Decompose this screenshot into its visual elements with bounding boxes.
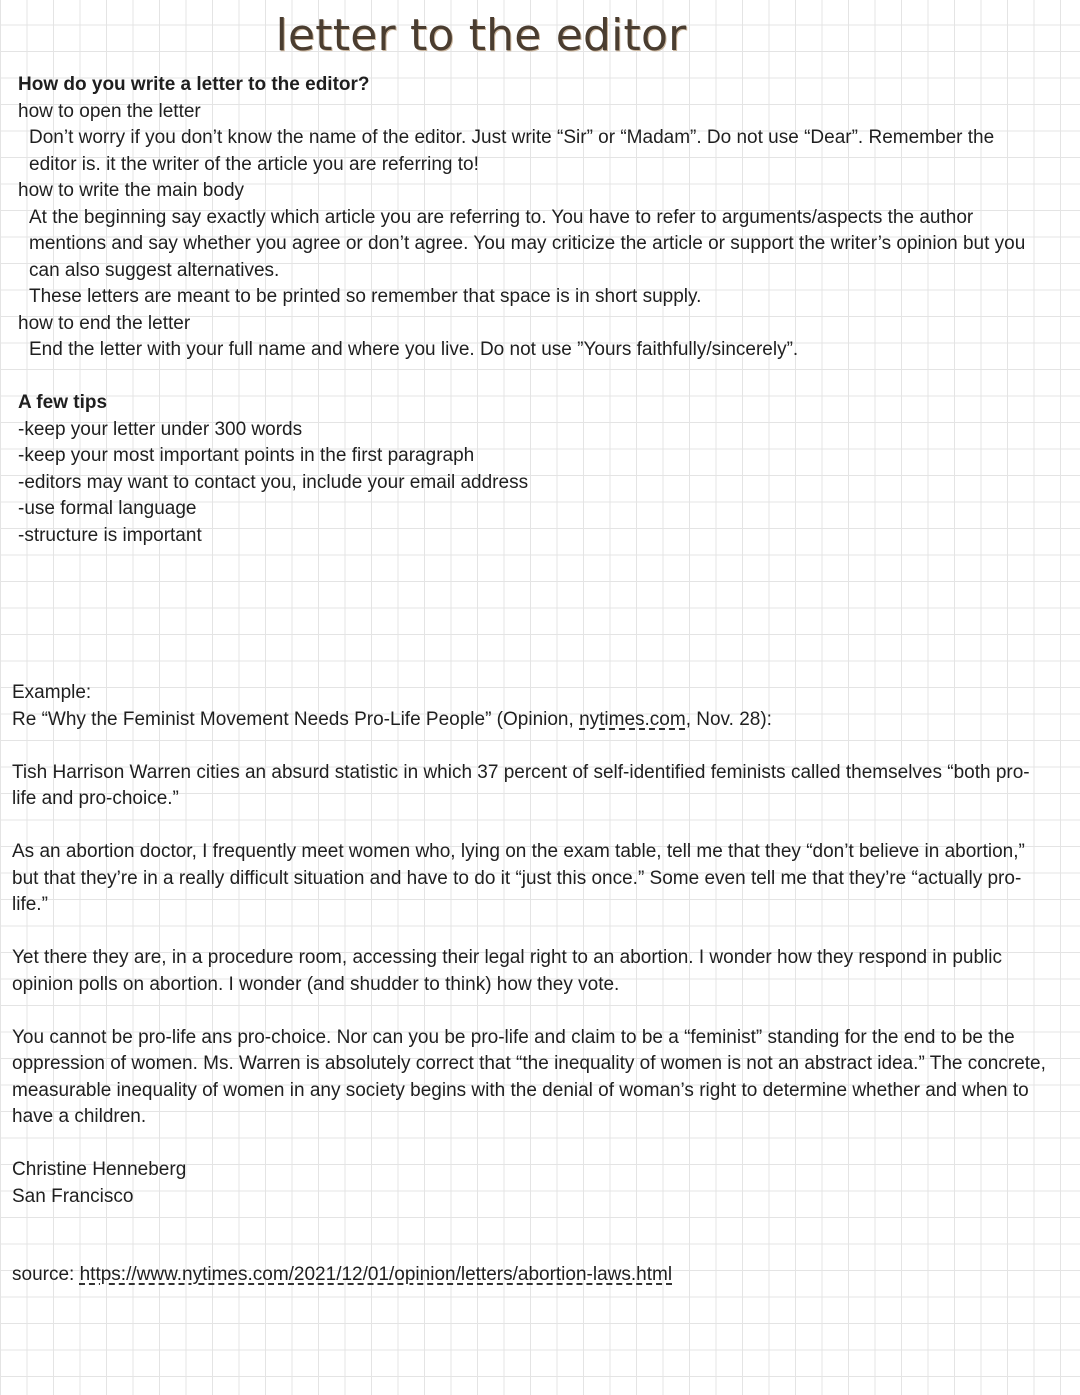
tip-item: -editors may want to contact you, include your email address — [18, 471, 529, 493]
end-text: End the letter with your full name and where you live. Do not use ”Yours faithfully/sincerely”. — [29, 339, 799, 360]
example-reference — [12, 707, 1052, 734]
example-letter — [12, 680, 1052, 1210]
page-title: letter to the editor — [275, 10, 687, 61]
reference-prefix: Re “Why the Feminist Movement Needs Pro-Life People” (Opinion, — [12, 708, 580, 730]
letter-paragraph: Tish Harrison Warren cities an absurd statistic in which 37 percent of self-identified feminists called themselves “both pro-life and pro-choice.” — [12, 761, 1030, 809]
open-text: Don’t worry if you don’t know the name of the editor. Just write “Sir” or “Madam”. Do not use “Dear”. Remember the editor is. it the writer of the article you are referring to! — [29, 127, 995, 175]
letter-paragraph: Yet there they are, in a procedure room, accessing their legal right to an abortion. I wonder how they respond in public opinion polls on abortion. I wonder (and shudder to think) how they vote. — [12, 947, 1002, 995]
tips-list — [18, 417, 1038, 550]
end-heading: how to end the letter — [18, 312, 191, 334]
body-text-2: These letters are meant to be printed so remember that space is in short supply. — [29, 286, 702, 307]
reference-link[interactable]: nytimes.com — [579, 708, 686, 730]
source-link[interactable]: https://www.nytimes.com/2021/12/01/opinion/letters/abortion-laws.html — [79, 1264, 673, 1285]
tip-item: -use formal language — [18, 498, 197, 519]
source-label: source: — [12, 1264, 80, 1285]
tip-item: -structure is important — [18, 524, 202, 546]
letter-paragraph: You cannot be pro-life ans pro-choice. Nor can you be pro-life and claim to be a “feminist” standing for the end to be the oppression of women. Ms. Warren is absolutely correct that “the inequality of women is not an abstract idea.” The concrete, measurable inequality of women in any society begins with the denial of woman’s right to determine whether and when to have a children. — [12, 1026, 1046, 1127]
body-text-1: At the beginning say exactly which article you are referring to. You have to refer to arguments/aspects the author mentions and say whether you agree or don’t agree. You may criticize the article or support the writer’s opinion but you can also suggest alternatives. — [29, 206, 1026, 281]
guide-question: How do you write a letter to the editor? — [18, 74, 370, 95]
example-label: Example: — [12, 682, 92, 703]
writing-guide — [18, 72, 1038, 364]
reference-suffix: , Nov. 28): — [685, 708, 772, 730]
signature-city: San Francisco — [12, 1185, 134, 1207]
source-line — [12, 1262, 672, 1289]
tips-section — [18, 390, 1038, 549]
tips-heading: A few tips — [18, 392, 108, 413]
tip-item: -keep your letter under 300 words — [18, 418, 303, 440]
tip-item: -keep your most important points in the first paragraph — [18, 445, 475, 466]
body-heading: how to write the main body — [18, 180, 245, 201]
open-heading: how to open the letter — [18, 100, 201, 122]
letter-paragraph: As an abortion doctor, I frequently meet women who, lying on the exam table, tell me that they “don’t believe in abortion,” but that they’re in a really difficult situation and have to do it “just this once.” Some even tell me that they’re “actually pro-life.” — [12, 841, 1025, 915]
signature-name: Christine Henneberg — [12, 1159, 187, 1180]
